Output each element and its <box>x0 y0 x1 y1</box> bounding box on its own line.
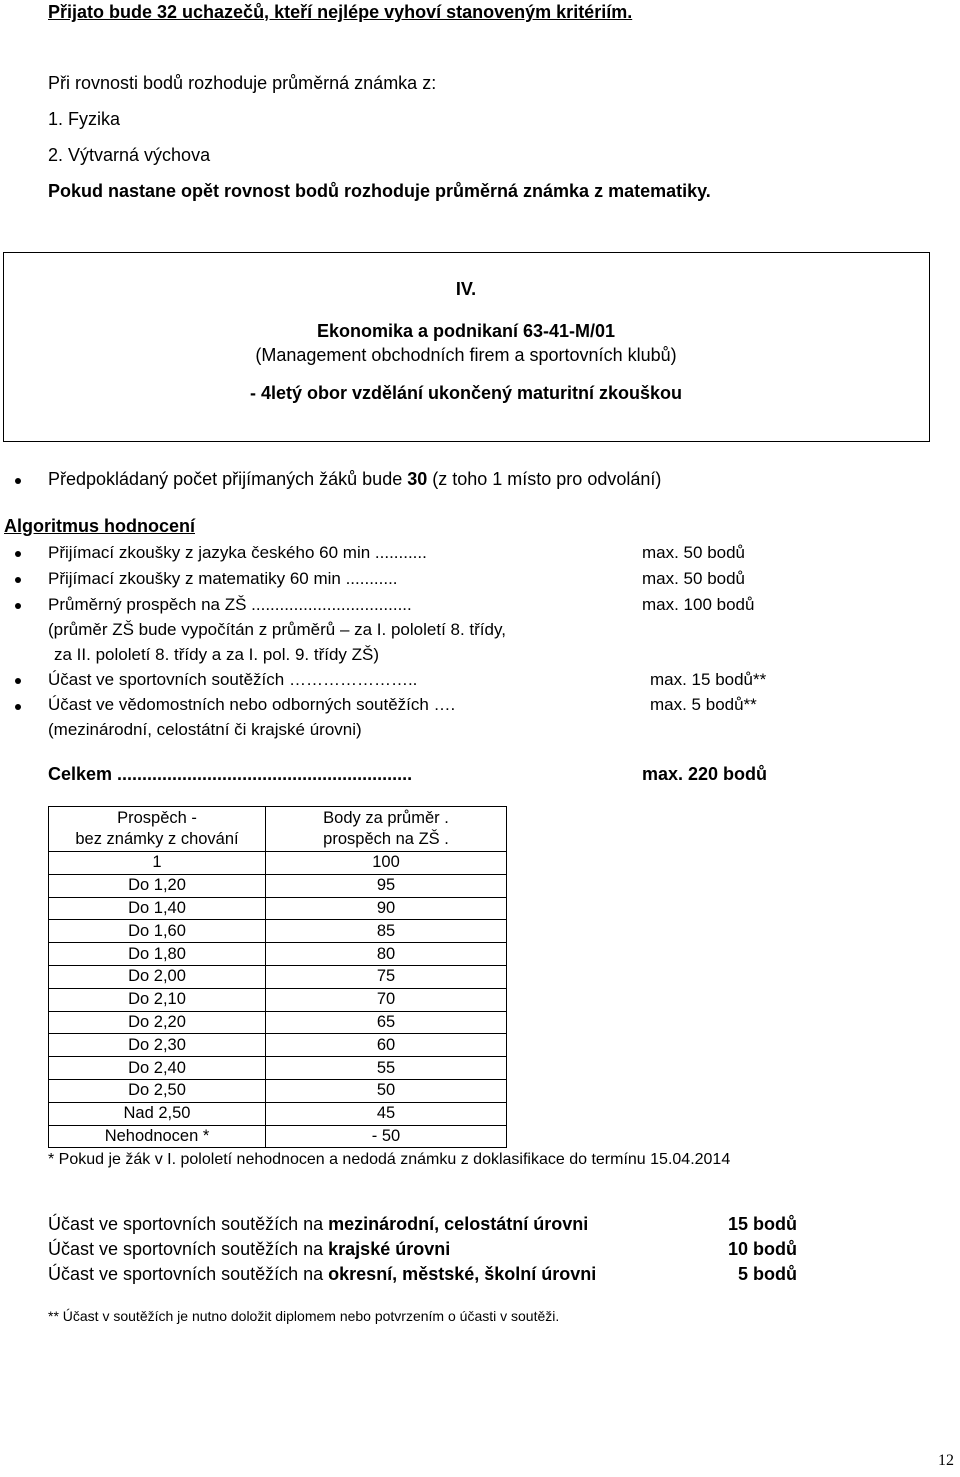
sport-level: krajské úrovni <box>328 1239 451 1259</box>
points-cell: 45 <box>266 1102 507 1125</box>
program-subtitle: (Management obchodních firem a sportovních klubů) <box>255 345 677 365</box>
header-grade <box>49 807 266 852</box>
header-points <box>266 807 507 852</box>
algorithm-heading: Algoritmus hodnocení <box>4 516 195 536</box>
grade-cell: Do 1,20 <box>49 874 266 897</box>
points-cell: 50 <box>266 1079 507 1102</box>
table-row <box>49 1079 507 1102</box>
algorithm-item-czech: Přijímací zkoušky z jazyka českého 60 min ........... <box>48 543 427 562</box>
grades-table <box>48 806 507 1148</box>
points-cell: 80 <box>266 943 507 966</box>
grade-cell: Do 1,80 <box>49 943 266 966</box>
grade-cell: 1 <box>49 852 266 875</box>
table-row <box>49 943 507 966</box>
table-row <box>49 965 507 988</box>
points-cell: 75 <box>266 965 507 988</box>
table-header-row <box>49 807 507 852</box>
page-number: 12 <box>938 1452 954 1469</box>
bullet-icon <box>15 603 21 609</box>
program-description: - 4letý obor vzdělání ukončený maturitní zkouškou <box>249 383 683 403</box>
section-roman: IV. <box>455 279 477 299</box>
bullet-icon <box>15 704 21 710</box>
sport-prefix: Účast ve sportovních soutěžích na <box>48 1214 329 1234</box>
table-row <box>49 1034 507 1057</box>
points-cell: 60 <box>266 1034 507 1057</box>
average-note-line2: za II. pololetí 8. třídy a za I. pol. 9. třídy ZŠ) <box>54 645 380 664</box>
tie-break-final: Pokud nastane opět rovnost bodů rozhoduje průměrná známka z matematiky. <box>48 181 711 201</box>
points-cell: 100 <box>266 852 507 875</box>
table-row <box>49 920 507 943</box>
accepted-count-note: Přijato bude 32 uchazečů, kteří nejlépe vyhoví stanoveným kritériím. <box>48 2 633 22</box>
algorithm-item-average: Průměrný prospěch na ZŠ .................................. <box>48 595 412 614</box>
algorithm-max-sport: max. 15 bodů** <box>650 670 767 689</box>
grade-cell: Nehodnocen * <box>49 1125 266 1148</box>
bullet-icon <box>15 577 21 583</box>
sport-points-local: 5 bodů <box>738 1264 797 1284</box>
points-cell: 55 <box>266 1057 507 1080</box>
tie-break-item-2: 2. Výtvarná výchova <box>48 145 211 165</box>
points-cell: 65 <box>266 1011 507 1034</box>
program-title: Ekonomika a podnikaní 63-41-M/01 <box>316 321 616 341</box>
table-row <box>49 1057 507 1080</box>
sport-row-regional <box>48 1239 450 1260</box>
sport-level: okresní, městské, školní úrovni <box>328 1264 597 1284</box>
total-max: max. 220 bodů <box>642 764 768 784</box>
grade-cell: Do 1,60 <box>49 920 266 943</box>
algorithm-item-sport: Účast ve sportovních soutěžích ………………….. <box>48 670 418 689</box>
algorithm-max-average: max. 100 bodů <box>642 595 755 614</box>
table-row <box>49 1011 507 1034</box>
table-footnote: * Pokud je žák v I. pololetí nehodnocen a nedodá známku z doklasifikace do termínu 15.04.2014 <box>48 1151 731 1168</box>
bullet-icon <box>15 551 21 557</box>
points-cell: 70 <box>266 988 507 1011</box>
grade-cell: Do 2,20 <box>49 1011 266 1034</box>
header-points-line2: prospěch na ZŠ . <box>323 830 449 848</box>
expected-text-post: (z toho 1 místo pro odvolání) <box>427 469 662 489</box>
table-row <box>49 1102 507 1125</box>
grade-cell: Do 2,30 <box>49 1034 266 1057</box>
grade-cell: Nad 2,50 <box>49 1102 266 1125</box>
grade-cell: Do 2,00 <box>49 965 266 988</box>
table-row <box>49 897 507 920</box>
total-label: Celkem ........................................................... <box>48 764 413 784</box>
grade-cell: Do 2,40 <box>49 1057 266 1080</box>
expected-count: 30 <box>407 469 428 489</box>
table-row <box>49 874 507 897</box>
sport-row-local <box>48 1264 596 1285</box>
header-grade-line1: Prospěch - <box>117 809 197 827</box>
points-cell: 85 <box>266 920 507 943</box>
expected-text: Předpokládaný počet přijímaných žáků bude <box>48 469 408 489</box>
algorithm-item-knowledge: Účast ve vědomostních nebo odborných soutěžích …. <box>48 695 456 714</box>
competition-footnote: ** Účast v soutěžích je nutno doložit diplomem nebo potvrzením o účasti v soutěži. <box>48 1308 560 1324</box>
average-note-line1: (průměr ZŠ bude vypočítán z průměrů – za I. pololetí 8. třídy, <box>48 620 506 639</box>
points-cell: 90 <box>266 897 507 920</box>
table-row <box>49 988 507 1011</box>
algorithm-max-czech: max. 50 bodů <box>642 543 746 562</box>
grade-cell: Do 2,10 <box>49 988 266 1011</box>
grade-cell: Do 2,50 <box>49 1079 266 1102</box>
table-row <box>49 852 507 875</box>
bullet-icon <box>15 678 21 684</box>
points-cell: 95 <box>266 874 507 897</box>
sport-prefix: Účast ve sportovních soutěžích na <box>48 1264 329 1284</box>
sport-row-international <box>48 1214 588 1235</box>
algorithm-max-knowledge: max. 5 bodů** <box>650 695 757 714</box>
tie-break-intro: Při rovnosti bodů rozhoduje průměrná známka z: <box>48 73 437 93</box>
table-row <box>49 1125 507 1148</box>
expected-intake <box>48 469 661 490</box>
sport-level: mezinárodní, celostátní úrovni <box>328 1214 589 1234</box>
header-points-line1: Body za průměr . <box>323 809 449 827</box>
points-cell: - 50 <box>266 1125 507 1148</box>
grade-cell: Do 1,40 <box>49 897 266 920</box>
bullet-icon <box>15 478 21 484</box>
sport-points-international: 15 bodů <box>727 1214 797 1234</box>
sport-prefix: Účast ve sportovních soutěžích na <box>48 1239 329 1259</box>
competition-level-note: (mezinárodní, celostátní či krajské úrovni) <box>48 720 362 739</box>
sport-points-regional: 10 bodů <box>727 1239 797 1259</box>
algorithm-item-math: Přijímací zkoušky z matematiky 60 min ........... <box>48 569 398 588</box>
header-grade-line2: bez známky z chování <box>75 830 239 848</box>
tie-break-item-1: 1. Fyzika <box>48 109 121 129</box>
algorithm-max-math: max. 50 bodů <box>642 569 746 588</box>
